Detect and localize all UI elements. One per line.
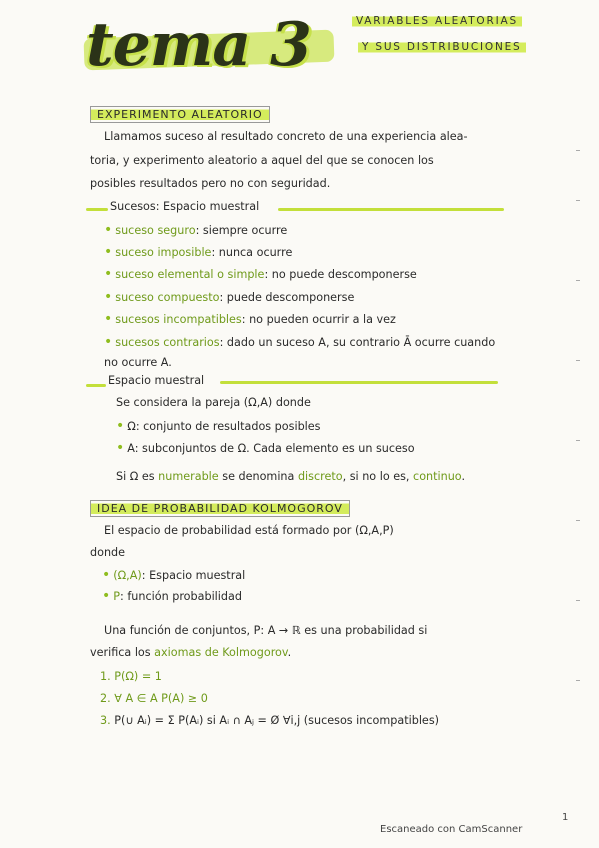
- def-line-1: Una función de conjuntos, P: A → ℝ es una probabilidad si: [104, 624, 428, 637]
- bullet-icon: [104, 246, 115, 259]
- bullet-icon: [104, 336, 115, 349]
- bullet-icon: [116, 442, 127, 455]
- subheading-espacio: Espacio muestral: [108, 374, 205, 387]
- margin-mark: [576, 360, 580, 361]
- list-item: • P: función probabilidad: [102, 588, 242, 604]
- numerable-note: Si Ω es numerable se denomina discreto, si no lo es, continuo.: [116, 470, 466, 483]
- divider-right-2: [220, 381, 498, 384]
- margin-mark: [576, 440, 580, 441]
- list-item: • (Ω,A): Espacio muestral: [102, 567, 245, 583]
- bullet-icon: [104, 224, 115, 237]
- bullet-icon: [104, 291, 115, 304]
- bullet-icon: [102, 590, 113, 603]
- axiom-2: 2. ∀ A ∈ A P(A) ≥ 0: [100, 692, 208, 705]
- list-item: • suceso compuesto: puede descomponerse: [104, 289, 354, 305]
- margin-mark: [576, 680, 580, 681]
- list-item: • sucesos incompatibles: no pueden ocurrir a la vez: [104, 311, 396, 327]
- bullet-icon: [104, 268, 115, 281]
- axiom-1: 1. P(Ω) = 1: [100, 670, 162, 683]
- list-item-cont: no ocurre A.: [104, 356, 172, 369]
- espacio-item: • A: subconjuntos de Ω. Cada elemento es un suceso: [116, 440, 415, 456]
- intro-line-2: toria, y experimento aleatorio a aquel del que se conocen los: [90, 154, 434, 167]
- bullet-icon: [102, 569, 113, 582]
- margin-mark: [576, 150, 580, 151]
- prob-intro-1: El espacio de probabilidad está formado por (Ω,A,P): [104, 524, 394, 537]
- divider-left-2: [86, 384, 106, 387]
- axiom-3: 3. P(∪ Aᵢ) = Σ P(Aᵢ) si Aᵢ ∩ Aⱼ = Ø ∀i,j (sucesos incompatibles): [100, 714, 440, 727]
- subtitle-line-1: VARIABLES ALEATORIAS: [352, 14, 522, 28]
- divider-right: [278, 208, 504, 211]
- list-item: • suceso imposible: nunca ocurre: [104, 244, 292, 260]
- divider-left: [86, 208, 108, 211]
- espacio-item: • Ω: conjunto de resultados posibles: [116, 418, 321, 434]
- scanner-watermark: Escaneado con CamScanner: [380, 824, 523, 835]
- section-heading-kolmogorov: IDEA DE PROBABILIDAD KOLMOGOROV: [90, 500, 350, 517]
- list-item: • sucesos contrarios: dado un suceso A, su contrario Ā ocurre cuando: [104, 334, 495, 350]
- page-title: tema 3: [86, 10, 311, 80]
- list-item: • suceso seguro: siempre ocurre: [104, 222, 287, 238]
- margin-mark: [576, 280, 580, 281]
- subtitle-line-2: Y SUS DISTRIBUCIONES: [358, 40, 526, 54]
- list-item: • suceso elemental o simple: no puede descomponerse: [104, 266, 417, 282]
- margin-mark: [576, 520, 580, 521]
- margin-mark: [576, 600, 580, 601]
- espacio-intro: Se considera la pareja (Ω,A) donde: [116, 396, 311, 409]
- bullet-icon: [116, 420, 127, 433]
- margin-mark: [576, 200, 580, 201]
- section-heading-experimento: EXPERIMENTO ALEATORIO: [90, 106, 270, 123]
- prob-intro-2: donde: [90, 546, 126, 559]
- def-line-2: verifica los axiomas de Kolmogorov.: [90, 646, 292, 659]
- page-number: 1: [562, 812, 569, 823]
- bullet-icon: [104, 313, 115, 326]
- intro-line-1: Llamamos suceso al resultado concreto de una experiencia alea-: [104, 130, 468, 143]
- subheading-sucesos: Sucesos: Espacio muestral: [110, 200, 260, 213]
- intro-line-3: posibles resultados pero no con seguridad.: [90, 177, 331, 190]
